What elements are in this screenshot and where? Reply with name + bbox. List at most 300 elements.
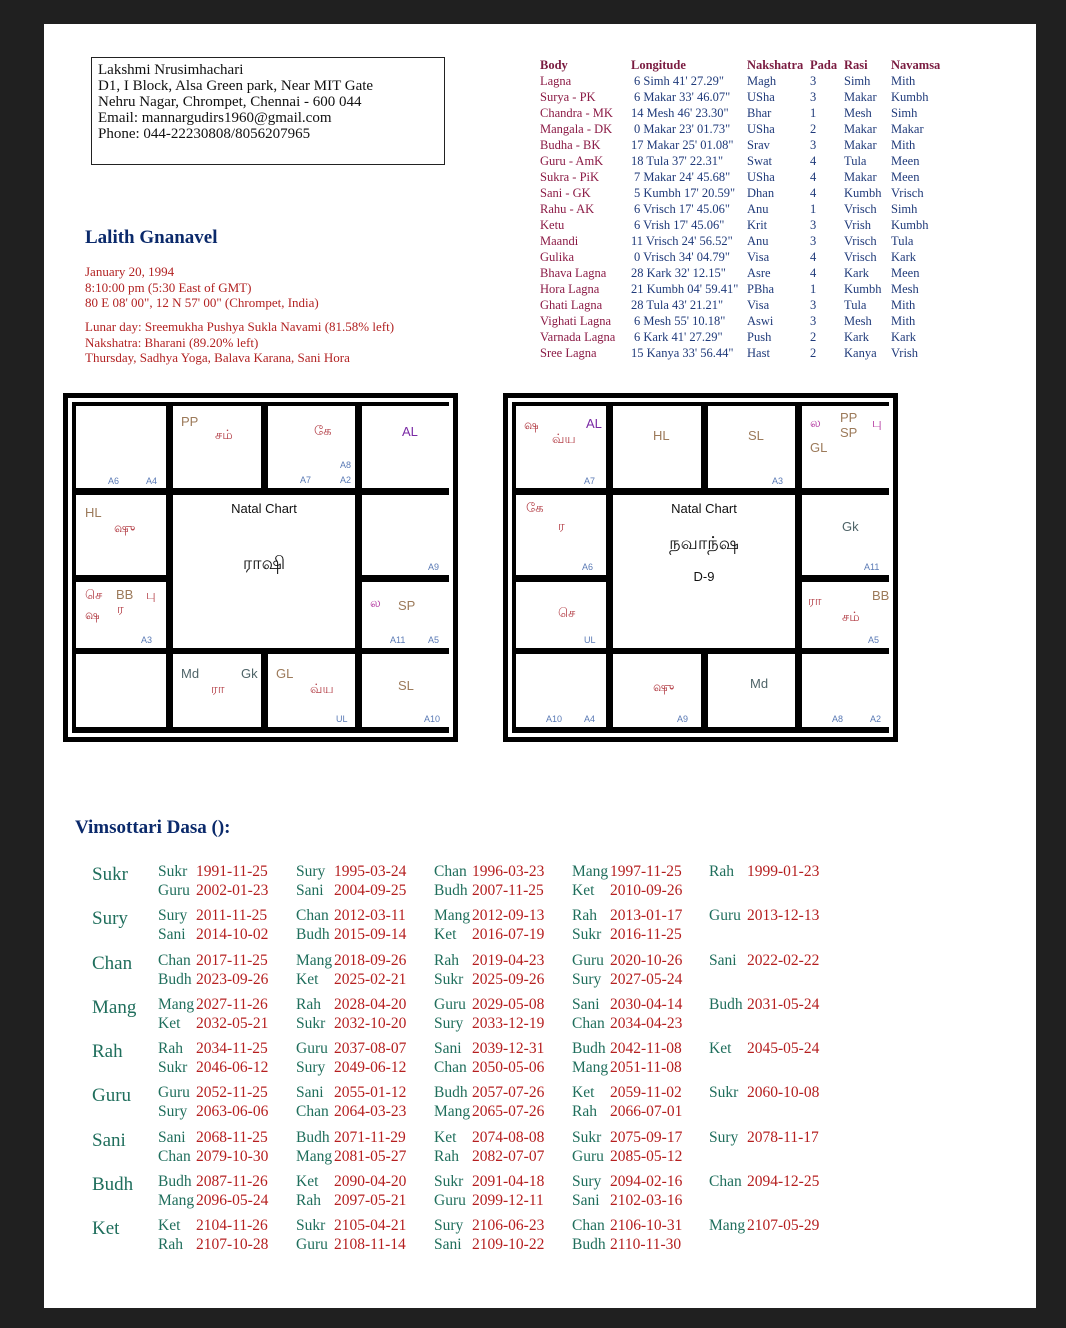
cell-rasi: Kumbh — [844, 282, 882, 296]
cell-rasi: Vrisch — [844, 250, 877, 264]
planet-label: செ — [85, 588, 103, 603]
cell-navamsa: Mesh — [891, 282, 919, 296]
antar-dasa — [296, 906, 406, 925]
antar-lord: Guru — [572, 951, 604, 969]
house-cell — [268, 406, 355, 488]
planet-label: Md — [181, 666, 200, 681]
cell-rasi: Tula — [844, 154, 867, 168]
antar-start-date: 2019-04-23 — [472, 951, 545, 969]
planet-label: PP — [181, 414, 199, 429]
antar-dasa — [296, 1058, 406, 1077]
antar-lord: Guru — [296, 1236, 328, 1254]
house-cell — [516, 406, 606, 488]
cell-rasi: Kanya — [844, 346, 877, 360]
antar-start-date: 2087-11-26 — [196, 1173, 268, 1191]
yoga-karana: Thursday, Sadhya Yoga, Balava Karana, Sani Hora — [85, 350, 350, 365]
cell-pada: 4 — [810, 186, 817, 200]
planet-label: AL — [586, 416, 602, 431]
antar-start-date: 2075-09-17 — [610, 1128, 683, 1146]
antar-start-date: 2094-12-25 — [747, 1173, 820, 1191]
antar-dasa — [296, 1083, 406, 1102]
antar-start-date: 2082-07-07 — [472, 1147, 545, 1165]
planet-label: PP — [840, 410, 858, 425]
antar-dasa — [434, 881, 544, 900]
antar-dasa — [296, 1039, 406, 1058]
antar-start-date: 2081-05-27 — [334, 1147, 407, 1165]
house-cell — [362, 654, 451, 727]
antar-lord: Budh — [434, 882, 468, 899]
antar-start-date: 2094-02-16 — [610, 1173, 683, 1191]
antar-dasa — [434, 906, 544, 925]
antar-dasa — [434, 1147, 544, 1166]
antar-lord: Sani — [572, 1192, 600, 1210]
antar-lord: Sani — [296, 882, 324, 899]
antar-lord: Guru — [158, 1084, 190, 1102]
cell-longitude: 6 Makar 33' 46.07" — [634, 90, 731, 104]
dasa-title: Vimsottari Dasa (): — [75, 817, 231, 838]
cell-nakshatra: Push — [747, 330, 772, 344]
arudha-label: A3 — [772, 476, 784, 486]
planet-label: GL — [810, 440, 828, 455]
house-cell — [802, 406, 891, 488]
antar-dasa — [572, 1102, 682, 1121]
antar-start-date: 2032-05-21 — [196, 1014, 269, 1032]
cell-body: Vighati Lagna — [540, 314, 612, 328]
planet-label: செ — [558, 606, 576, 621]
cell-navamsa: Mith — [891, 138, 916, 152]
antar-dasa — [572, 1039, 682, 1058]
antar-dasa — [572, 1083, 682, 1102]
antar-dasa — [434, 862, 544, 881]
antar-dasa — [572, 995, 682, 1014]
antar-dasa — [158, 1191, 268, 1210]
antar-lord: Rah — [709, 863, 734, 880]
antar-start-date: 2065-07-26 — [472, 1103, 545, 1121]
antar-start-date: 2066-07-01 — [610, 1103, 683, 1121]
cell-longitude: 28 Kark 32' 12.15" — [631, 266, 726, 280]
planet-label: Md — [750, 676, 769, 691]
antar-start-date: 2104-11-26 — [196, 1217, 268, 1235]
antar-lord: Ket — [296, 970, 319, 988]
antar-lord: Ket — [158, 1014, 181, 1032]
antar-dasa — [434, 970, 544, 989]
antar-start-date: 2013-12-13 — [747, 907, 820, 925]
antar-lord: Sukr — [158, 1059, 188, 1077]
planet-label: ர — [558, 519, 565, 534]
arudha-label: A9 — [677, 714, 689, 724]
antar-lord: Budh — [158, 1173, 192, 1191]
antar-dasa — [296, 995, 406, 1014]
antar-lord: Chan — [572, 1217, 605, 1235]
antar-dasa — [158, 1014, 268, 1033]
antar-dasa — [434, 1058, 544, 1077]
navamsa-chart — [503, 393, 898, 742]
antar-start-date: 2022-02-22 — [747, 951, 820, 969]
cell-navamsa: Meen — [891, 154, 920, 168]
antar-start-date: 2014-10-02 — [196, 926, 269, 944]
cell-navamsa: Mith — [891, 298, 916, 312]
antar-lord: Sukr — [296, 1217, 326, 1235]
antar-start-date: 2064-03-23 — [334, 1103, 407, 1121]
antar-dasa — [434, 1235, 544, 1254]
address-line: Lakshmi Nrusimhachari — [98, 62, 244, 78]
cell-navamsa: Kark — [891, 330, 916, 344]
antar-lord: Rah — [158, 1236, 183, 1254]
cell-longitude: 21 Kumbh 04' 59.41" — [631, 282, 739, 296]
lunar-day: Lunar day: Sreemukha Pushya Sukla Navami (81.58% left) — [85, 319, 395, 334]
planet-label: HL — [653, 428, 670, 443]
antar-start-date: 2109-10-22 — [472, 1236, 545, 1254]
antar-lord: Budh — [158, 970, 192, 988]
antar-start-date: 2046-06-12 — [196, 1059, 269, 1077]
antar-dasa — [158, 862, 268, 881]
antar-lord: Sury — [434, 1217, 464, 1235]
cell-body: Budha - BK — [540, 138, 601, 152]
cell-rasi: Mesh — [844, 106, 872, 120]
antar-start-date: 2108-11-14 — [334, 1236, 406, 1254]
cell-navamsa: Tula — [891, 234, 914, 248]
cell-nakshatra: PBha — [747, 282, 775, 296]
house-cell — [708, 654, 795, 727]
antar-start-date: 2025-02-21 — [334, 970, 407, 988]
antar-lord: Rah — [296, 1192, 321, 1210]
cell-navamsa: Kumbh — [891, 218, 929, 232]
cell-body: Ghati Lagna — [540, 298, 603, 312]
arudha-label: A11 — [390, 635, 406, 645]
cell-longitude: 6 Vrish 17' 45.06" — [634, 218, 725, 232]
antar-lord: Guru — [709, 907, 741, 925]
antar-dasa — [296, 1014, 406, 1033]
planet-label: AL — [402, 424, 418, 439]
antar-dasa — [709, 862, 819, 881]
antar-dasa — [709, 1216, 819, 1235]
antar-dasa — [572, 906, 682, 925]
antar-dasa — [572, 1058, 682, 1077]
arudha-label: A7 — [584, 476, 596, 486]
antar-dasa — [709, 995, 819, 1014]
cell-nakshatra: Visa — [747, 298, 770, 312]
cell-longitude: 11 Vrisch 24' 56.52" — [631, 234, 733, 248]
birth-details — [85, 264, 319, 311]
antar-start-date: 1995-03-24 — [334, 863, 407, 880]
cell-body: Sani - GK — [540, 186, 591, 200]
antar-start-date: 2025-09-26 — [472, 970, 545, 988]
antar-start-date: 2050-05-06 — [472, 1059, 545, 1077]
antar-start-date: 2034-04-23 — [610, 1014, 683, 1032]
planet-label: ல — [810, 416, 821, 431]
antar-dasa — [296, 881, 406, 900]
cell-navamsa: Mith — [891, 314, 916, 328]
antar-start-date: 2027-11-26 — [196, 995, 268, 1013]
antar-start-date: 2079-10-30 — [196, 1147, 269, 1165]
planet-label: பு — [146, 588, 156, 603]
house-cell — [362, 406, 451, 488]
house-cell — [362, 582, 451, 648]
antar-start-date: 2078-11-17 — [747, 1128, 819, 1146]
house-cell — [708, 406, 795, 488]
antar-start-date: 2011-11-25 — [196, 907, 268, 925]
antar-lord: Mang — [296, 1147, 333, 1165]
arudha-label: A2 — [870, 714, 882, 724]
cell-longitude: 28 Tula 43' 21.21" — [631, 298, 724, 312]
cell-navamsa: Meen — [891, 266, 920, 280]
antar-start-date: 2030-04-14 — [610, 995, 683, 1013]
header-longitude: Longitude — [631, 58, 686, 72]
antar-lord: Guru — [434, 995, 466, 1013]
antar-dasa — [434, 1191, 544, 1210]
antar-dasa — [158, 1172, 268, 1191]
antar-start-date: 2107-05-29 — [747, 1217, 820, 1235]
house-cell — [802, 495, 891, 575]
antar-lord: Chan — [158, 1147, 191, 1165]
cell-pada: 4 — [810, 250, 817, 264]
cell-nakshatra: USha — [747, 170, 775, 184]
antar-start-date: 2002-01-23 — [196, 882, 269, 899]
cell-pada: 1 — [810, 282, 817, 296]
cell-body: Varnada Lagna — [540, 330, 616, 344]
maha-dasa-lord: Rah — [92, 1041, 123, 1063]
header-navamsa: Navamsa — [891, 58, 941, 72]
antar-dasa — [158, 925, 268, 944]
antar-dasa — [158, 995, 268, 1014]
arudha-label: A7 — [300, 475, 312, 485]
house-cell — [76, 495, 166, 575]
antar-start-date: 1997-11-25 — [610, 863, 682, 880]
antar-dasa — [572, 970, 682, 989]
cell-navamsa: Mith — [891, 74, 916, 88]
birth-time: 8:10:00 pm (5:30 East of GMT) — [85, 279, 252, 295]
antar-start-date: 2034-11-25 — [196, 1040, 268, 1058]
antar-lord: Chan — [158, 951, 191, 969]
chart-center — [613, 495, 795, 648]
antar-dasa — [158, 1083, 268, 1102]
antar-start-date: 2033-12-19 — [472, 1014, 545, 1032]
antar-dasa — [572, 881, 682, 900]
planet-label: SP — [840, 425, 858, 440]
cell-pada: 1 — [810, 106, 817, 120]
antar-start-date: 2015-09-14 — [334, 926, 407, 944]
antar-start-date: 2017-11-25 — [196, 951, 268, 969]
planet-label: ஷ — [524, 418, 539, 433]
planet-label: SL — [398, 678, 414, 693]
cell-nakshatra: Krit — [747, 218, 768, 232]
antar-lord: Rah — [158, 1040, 183, 1058]
planet-label: வ்ய — [552, 432, 576, 447]
antar-lord: Chan — [709, 1173, 742, 1191]
house-cell — [516, 495, 606, 575]
cell-body: Rahu - AK — [540, 202, 595, 216]
antar-lord: Sury — [296, 863, 326, 880]
maha-dasa-lord: Mang — [92, 996, 137, 1018]
planet-label: SL — [748, 428, 764, 443]
antar-lord: Mang — [158, 1192, 195, 1210]
house-cell — [76, 582, 166, 648]
arudha-label: A3 — [141, 635, 153, 645]
nakshatra: Nakshatra: Bharani (89.20% left) — [85, 334, 259, 350]
antar-start-date: 1999-01-23 — [747, 863, 820, 880]
planet-label: சம் — [215, 428, 233, 443]
cell-pada: 3 — [810, 74, 817, 88]
antar-start-date: 2016-07-19 — [472, 926, 545, 944]
chart-center — [173, 495, 355, 648]
cell-nakshatra: Aswi — [747, 314, 774, 328]
antar-lord: Sury — [296, 1059, 326, 1077]
arudha-label: UL — [336, 714, 348, 724]
antar-start-date: 2097-05-21 — [334, 1192, 407, 1210]
antar-start-date: 2018-09-26 — [334, 951, 407, 969]
antar-dasa — [709, 1083, 819, 1102]
antar-start-date: 2045-05-24 — [747, 1040, 820, 1058]
antar-dasa — [158, 1128, 268, 1147]
antar-dasa — [296, 1172, 406, 1191]
house-cell — [802, 654, 891, 727]
cell-pada: 2 — [810, 346, 817, 360]
cell-pada: 2 — [810, 122, 817, 136]
chart-name: ராஷி — [242, 553, 286, 574]
maha-dasa-lord: Chan — [92, 952, 133, 974]
antar-lord: Mang — [158, 995, 195, 1013]
arudha-label: A10 — [546, 714, 563, 724]
antar-dasa — [572, 951, 682, 970]
antar-dasa — [158, 1147, 268, 1166]
antar-lord: Ket — [572, 882, 595, 899]
arudha-label: A5 — [868, 635, 880, 645]
antar-lord: Sukr — [296, 1014, 326, 1032]
cell-body: Guru - AmK — [540, 154, 604, 168]
planet-label: ரா — [808, 594, 822, 609]
planet-label: கே — [526, 501, 544, 516]
cell-longitude: 14 Mesh 46' 23.30" — [631, 106, 729, 120]
cell-longitude: 0 Makar 23' 01.73" — [634, 122, 731, 136]
cell-pada: 3 — [810, 90, 817, 104]
antar-dasa — [709, 951, 819, 970]
antar-lord: Budh — [296, 1128, 330, 1146]
cell-rasi: Kark — [844, 266, 869, 280]
antar-start-date: 2029-05-08 — [472, 995, 545, 1013]
planet-label: ஷ — [85, 608, 100, 623]
address-phone: Phone: 044-22230808/8056207965 — [98, 126, 311, 142]
cell-rasi: Vrish — [844, 218, 872, 232]
antar-dasa — [572, 1235, 681, 1254]
antar-lord: Budh — [434, 1084, 468, 1102]
antar-lord: Mang — [296, 951, 333, 969]
arudha-label: UL — [584, 635, 596, 645]
cell-navamsa: Vrisch — [891, 186, 924, 200]
house-cell — [173, 406, 261, 488]
antar-dasa — [434, 1039, 544, 1058]
cell-body: Chandra - MK — [540, 106, 613, 120]
maha-dasa-lord: Sukr — [92, 864, 128, 885]
cell-rasi: Tula — [844, 298, 867, 312]
antar-start-date: 2020-10-26 — [610, 951, 683, 969]
birth-location: 80 E 08' 00", 12 N 57' 00" (Chrompet, India) — [85, 295, 319, 310]
cell-longitude: 6 Vrisch 17' 45.06" — [634, 202, 730, 216]
antar-start-date: 2055-01-12 — [334, 1084, 407, 1102]
cell-navamsa: Kark — [891, 250, 916, 264]
antar-lord: Chan — [572, 1014, 605, 1032]
cell-body: Mangala - DK — [540, 122, 613, 136]
antar-lord: Ket — [158, 1217, 181, 1235]
maha-dasa-lord: Budh — [92, 1174, 134, 1196]
cell-navamsa: Meen — [891, 170, 920, 184]
header-pada: Pada — [810, 58, 838, 72]
antar-start-date: 2016-11-25 — [610, 926, 682, 944]
antar-lord: Sury — [572, 970, 602, 988]
antar-start-date: 2091-04-18 — [472, 1173, 545, 1191]
chart-name: நவாந்ஷ — [669, 533, 739, 554]
antar-start-date: 2027-05-24 — [610, 970, 683, 988]
antar-dasa — [158, 951, 268, 970]
antar-start-date: 2074-08-08 — [472, 1128, 545, 1146]
antar-lord: Chan — [434, 1059, 467, 1077]
antar-lord: Sani — [434, 1040, 462, 1058]
antar-start-date: 2085-05-12 — [610, 1147, 683, 1165]
antar-start-date: 2012-03-11 — [334, 907, 406, 925]
cell-rasi: Vrisch — [844, 202, 877, 216]
cell-body: Surya - PK — [540, 90, 596, 104]
cell-pada: 4 — [810, 154, 817, 168]
arudha-label: A5 — [428, 635, 440, 645]
antar-start-date: 2049-06-12 — [334, 1059, 407, 1077]
cell-navamsa: Simh — [891, 106, 918, 120]
antar-lord: Sani — [572, 995, 600, 1013]
cell-pada: 3 — [810, 138, 817, 152]
planet-label: பு — [872, 416, 882, 431]
antar-dasa — [296, 1147, 406, 1166]
antar-dasa — [572, 1216, 682, 1235]
antar-dasa — [572, 1191, 682, 1210]
maha-dasa-lord: Sani — [92, 1129, 126, 1151]
person-name: Lalith Gnanavel — [85, 227, 218, 248]
cell-body: Hora Lagna — [540, 282, 600, 296]
planet-label: ரா — [211, 682, 225, 697]
antar-lord: Guru — [296, 1040, 328, 1058]
antar-start-date: 2007-11-25 — [472, 882, 544, 899]
antar-dasa — [434, 1216, 544, 1235]
antar-dasa — [296, 1191, 406, 1210]
address-email: Email: mannargudirs1960@gmail.com — [98, 110, 332, 126]
chart-title: Natal Chart — [671, 501, 737, 516]
antar-dasa — [572, 1128, 682, 1147]
antar-start-date: 2051-11-08 — [610, 1059, 682, 1077]
birth-date: January 20, 1994 — [85, 264, 175, 279]
address-box — [91, 57, 445, 165]
antar-lord: Budh — [572, 1236, 606, 1254]
antar-dasa — [709, 906, 819, 925]
antar-dasa — [296, 1235, 406, 1254]
house-cell — [802, 582, 891, 648]
cell-longitude: 7 Makar 24' 45.68" — [634, 170, 731, 184]
antar-lord: Sani — [434, 1236, 462, 1254]
arudha-label: A4 — [146, 476, 158, 486]
antar-start-date: 2102-03-16 — [610, 1192, 683, 1210]
antar-dasa — [572, 1172, 682, 1191]
antar-dasa — [572, 1014, 682, 1033]
antar-dasa — [158, 906, 267, 925]
antar-start-date: 2052-11-25 — [196, 1084, 268, 1102]
house-cell — [362, 495, 451, 575]
cell-rasi: Kumbh — [844, 186, 882, 200]
antar-lord: Ket — [434, 926, 457, 944]
cell-nakshatra: Dhan — [747, 186, 775, 200]
cell-longitude: 5 Kumbh 17' 20.59" — [634, 186, 736, 200]
cell-navamsa: Kumbh — [891, 90, 929, 104]
antar-start-date: 2037-08-07 — [334, 1040, 407, 1058]
antar-dasa — [434, 925, 544, 944]
antar-lord: Ket — [434, 1128, 457, 1146]
chart-division: D-9 — [693, 569, 715, 584]
rasi-chart — [63, 393, 458, 742]
